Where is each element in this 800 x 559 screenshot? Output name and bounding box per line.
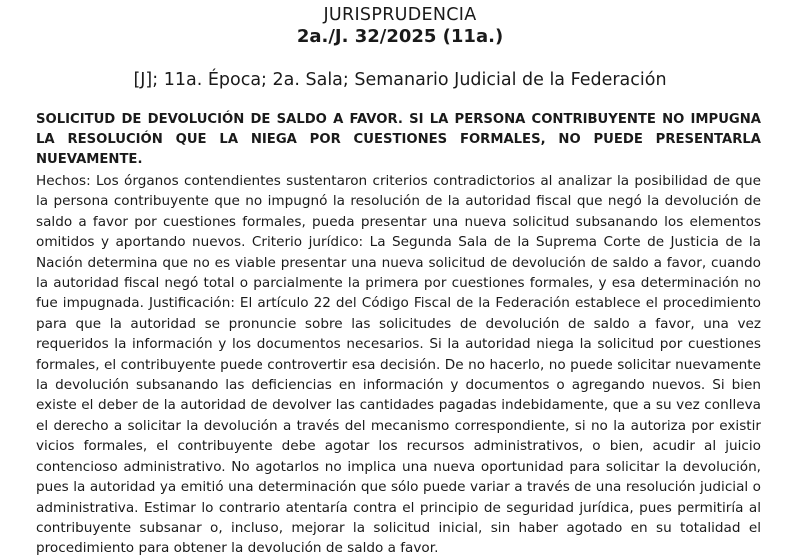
thesis-number: 2a./J. 32/2025 (11a.) bbox=[296, 26, 504, 47]
thesis-metadata: [J]; 11a. Época; 2a. Sala; Semanario Judicial de la Federación bbox=[133, 70, 667, 90]
document-type-heading: JURISPRUDENCIA bbox=[323, 5, 477, 25]
thesis-rubro: SOLICITUD DE DEVOLUCIÓN DE SALDO A FAVOR. SI LA PERSONA CONTRIBUYENTE NO IMPUGNA LA RESOLUCIÓN QUE LA NIEGA POR CUESTIONES FORMALES, NO PUEDE PRESENTARLA NUEVAMENTE. bbox=[36, 112, 761, 167]
thesis-body: Hechos: Los órganos contendientes sustentaron criterios contradictorios al analizar la posibilidad de que la persona contribuyente que no impugnó la resolución de la autoridad fiscal que negó la devolución de saldo a favor por cuestiones formales, pueda presentar una nueva solicitud subsanando los elementos omitidos y aportando nuevos. Criterio jurídico: La Segunda Sala de la Suprema Corte de Justicia de la Nación determina que no es viable presentar una nueva solicitud de devolución de saldo a favor, cuando la autoridad fiscal negó total o parcialmente la primera por cuestiones formales, y esa determinación no fue impugnada. Justificación: El artículo 22 del Código Fiscal de la Federación establece el procedimiento para que la autoridad se pronuncie sobre las solicitudes de devolución de saldo a favor, una vez requeridos la información y los documentos necesarios. Si la autoridad niega la solicitud por cuestiones formales, el contribuyente puede controvertir esa decisión. De no hacerlo, no puede solicitar nuevamente la devolución subsanando las deficiencias en información y documentos o agregando nuevos. Si bien existe el deber de la autoridad de devolver las cantidades pagadas indebidamente, que a su vez conlleva el derecho a solicitar la devolución a través del mecanismo correspondiente, si no la autoriza por existir vicios formales, el contribuyente debe agotar los recursos administrativos, o bien, acudir al juicio contencioso administrativo. No agotarlos no implica una nueva oportunidad para solicitar la devolución, pues la autoridad ya emitió una determinación que sólo puede variar a través de una resolución judicial o administrativa. Estimar lo contrario atentaría contra el principio de seguridad jurídica, pues permitiría al contribuyente subsanar o, incluso, mejorar la solicitud inicial, sin haber agotado en su totalidad el procedimiento para obtener la devolución de saldo a favor. bbox=[36, 173, 761, 557]
thesis-content bbox=[36, 110, 761, 559]
